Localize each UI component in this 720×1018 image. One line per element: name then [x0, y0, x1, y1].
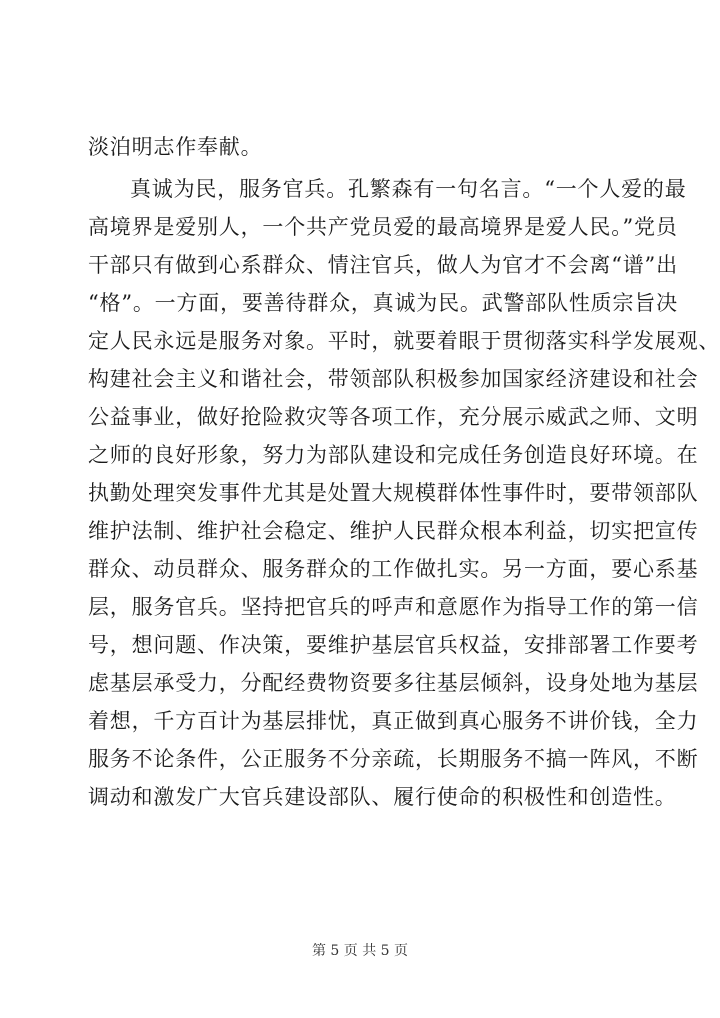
text-line: 虑基层承受力，分配经费物资要多往基层倾斜，设身处地为基层 [88, 671, 699, 695]
text-line: “格”。一方面，要善待群众，真诚为民。武警部队性质宗旨决 [88, 291, 678, 315]
text-line: 着想，千方百计为基层排忧，真正做到真心服务不讲价钱，全力 [88, 709, 699, 733]
text-line: 服务不论条件，公正服务不分亲疏，长期服务不搞一阵风，不断 [88, 747, 699, 771]
text-line: 之师的良好形象，努力为部队建设和完成任务创造良好环境。在 [88, 443, 699, 467]
text-line: 群众、动员群众、服务群众的工作做扎实。另一方面，要心系基 [88, 557, 699, 581]
text-line: 调动和激发广大官兵建设部队、履行使命的积极性和创造性。 [88, 785, 677, 809]
text-line: 层，服务官兵。坚持把官兵的呼声和意愿作为指导工作的第一信 [88, 595, 699, 619]
text-line: 号，想问题、作决策，要维护基层官兵权益，安排部署工作要考 [88, 633, 699, 657]
text-line: 淡泊明志作奉献。 [88, 135, 263, 159]
text-line: 定人民永远是服务对象。平时，就要着眼于贯彻落实科学发展观、 [88, 329, 720, 353]
text-line: 高境界是爱别人，一个共产党员爱的最高境界是爱人民。”党员 [88, 215, 678, 239]
text-line: 执勤处理突发事件尤其是处置大规模群体性事件时，要带领部队 [88, 481, 699, 505]
text-line: 维护法制、维护社会稳定、维护人民群众根本利益，切实把宣传 [88, 519, 699, 543]
text-line: 干部只有做到心系群众、情注官兵，做人为官才不会离“谱”出 [88, 253, 678, 277]
text-line: 构建社会主义和谐社会，带领部队积极参加国家经济建设和社会 [88, 367, 699, 391]
text-line: 公益事业，做好抢险救灾等各项工作，充分展示威武之师、文明 [88, 405, 699, 429]
page-footer: 第 5 页 共 5 页 [311, 943, 409, 959]
paragraph-first-line: 真诚为民，服务官兵。孔繁森有一句名言。“一个人爱的最 [130, 177, 687, 201]
